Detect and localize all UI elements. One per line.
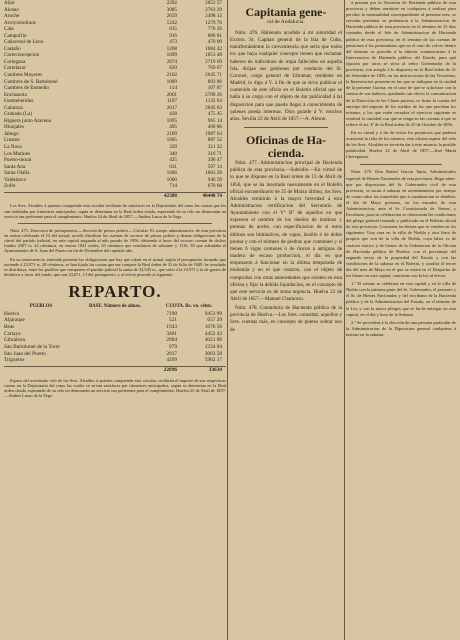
reparto-row-v1: 7190 (166, 310, 177, 317)
col3-paragraph-4: 1.º El remate se celebrará en este capital y en la villa de Niebla con la primera parte del Sr. Gobernador, el presente y el Sr. de Bienes Nacionales y del escribano de la Hacienda pública y de la Administracion del Estado, en el término de la Ley y con la nueva pliegos que se ha de entregar en esta capital, en el día y hora de la Subasta. (346, 281, 456, 317)
town-row-v2: 1279 76 (205, 19, 222, 26)
town-row-v1: 1666 (166, 170, 177, 177)
town-row-v2: 2719 69 (205, 58, 222, 65)
town-row (4, 183, 226, 190)
reparto-row-v1: 1943 (166, 323, 177, 330)
reparto-row (4, 324, 226, 331)
town-row-name: Arroyomolinos (4, 19, 36, 26)
reparto-row-v2: 1234 04 (204, 344, 222, 351)
town-row-v2: 311 32 (207, 144, 222, 151)
reparto-row-v1: 979 (169, 344, 177, 351)
reparto-row (4, 337, 226, 344)
town-row-v2: 475 45 (207, 111, 222, 118)
town-row-v1: 1197 (166, 98, 177, 105)
town-row-v2: 893 86 (207, 78, 222, 85)
town-row-v1: 2292 (166, 0, 177, 6)
reparto-table (4, 311, 226, 365)
reparto-row (4, 344, 226, 351)
reparto-row (4, 331, 226, 338)
towns-total-v2: 40440 74 (202, 192, 222, 199)
reparto-row-name: San Juan del Puerto (4, 350, 46, 357)
reparto-row-v1: 2904 (166, 337, 177, 344)
town-row-v2: 2498 12 (205, 13, 222, 20)
town-row-v2: 2052 57 (205, 0, 222, 6)
town-row-v2: 887 52 (207, 137, 222, 144)
town-row-name: Alosno (4, 6, 19, 13)
oficinas-paragraph: Núm. 477. Administracion principal de Hacienda pública de esta provincia.—Subsidio.—En virtud de lo que se dispone en la Real órden de 13 de Abril de 1856, que se ha insertado nuevamente en el Boletin oficial extraordinario de 25 de Marzo último, los Sres. Alcaldes remitirán á la mayor brevedad á esta Administracion certificacion del Secretario de Ayuntamiento con el Vº Bº de aquellos en que expresen el nombre de los dueños de molinos y prensas de aceite, con especificacion de si estos últimos son hidráulicos, de vapor, husillo ó de doble prensa y con el número de piedras que contienen y si tienen 6 vigas comunes ó de rincon á antiguas de madera de escaso produccion, el dia en que empezaron á funcionar en la última temporada de molienda y en el que cesaron, con el objeto de comprobar con otras antecedentes que existen en esta oficina y fijar la debida liquidacion, en el concepto de que este servicio es de suma urgencia. Huelva 22 de Abril de 1857.—Manuel Chamorro. (230, 160, 342, 302)
column-left (4, 0, 226, 640)
town-row-name: Jabugo (4, 130, 19, 137)
column-rule (344, 0, 345, 640)
town-row-v2: 390 47 (207, 157, 222, 164)
col3-paragraph-5: 2.º Se procederá á la elección de una persona particular de la Administracion de la Diputacion general cualquiera á instruir en la subasta. (346, 319, 456, 337)
town-row-v1: 1099 (166, 52, 177, 59)
town-row-name: Cumbres de Enmedio (4, 85, 49, 92)
reparto-row (4, 351, 226, 358)
notice-1: Los Sres. Alcaldes á quienes comprende esta circular recibirán de satisfacer en la Depositaría del ramo las cuotas que les van señaladas por trimestres anticipados, según se determina en la Real órden citada, esperando de su celo no demorarán un servicio tan preferente para el cumplimiento. Huelva 24 de Abril de 1857.—Andres Lasso de la Vega. (4, 203, 226, 219)
town-row-v1: 714 (169, 183, 177, 190)
column-rule (227, 0, 228, 640)
town-row-v1: 114 (169, 85, 177, 92)
town-row-v1: 2874 (166, 58, 177, 65)
town-row-v2: 2045 71 (205, 72, 222, 79)
town-row-name: Fuenteheridos (4, 98, 34, 105)
capitania-paragraph: Núm. 476. Habiendo acudido á mi autoridad el Excmo. Sr. Capitan general de la Isla de Cuba, manifestándome la conveniencia que sería que todos los que haya cualquier concepto tienen que reclamar haberes de individuos de tropa fallecidos en aquella Isla, dirijan sus gestiones por conducto del Sr. Coronel, cargo general de Ultramar, residente en Madrid, lo digo á V. á fin de que se sirva publicar el contenido de este oficio en el Boletin oficial que se halla á su cargo con el objeto de dar publicidad á tal disposicion para que pueda llegar á conocimiento de quienes pueda interesar. Dios guarde á V. muchos años. Sevilla 22 de Abril de 1857.—A. Aleson. (230, 30, 342, 122)
town-row-name: Santa Olalla (4, 170, 30, 177)
town-row-name: Aroche (4, 13, 20, 20)
town-row-v2: 776 26 (207, 26, 222, 33)
town-row-v1: 1000 (166, 176, 177, 183)
col3-paragraph-2: En su virtud y á fin de evitar los perjuicios que pudiera ocasionar la falta de los mismos, esta oficina espera del celo de los Sres. Alcaldes se servirán dar á este anuncio la posible publicidad. Huelva 22 de Abril de 1857.—José María Chereguinor. (346, 129, 456, 160)
town-row-v1: 3085 (166, 6, 177, 13)
reparto-row-v1: 2037 (166, 350, 177, 357)
towns-total-v1: 42388 (164, 192, 177, 199)
town-row-v2: 676 68 (207, 183, 222, 190)
separator (360, 164, 442, 165)
reparto-row-v2: 4452 43 (204, 330, 222, 337)
town-row-v2: 1053 48 (205, 52, 222, 59)
oficinas-paragraph-last: Núm. 478. Contaduría de Hacienda pública de la provincia de Huelva.—Los Sres. consultar, aquellos y Sres. cuentas más, en concepto de puntos sobrar uso de (230, 305, 342, 333)
town-row-name: Puerto-moral (4, 157, 32, 164)
town-row-v1: 2659 (166, 13, 177, 20)
town-row-v2: 1132 64 (205, 98, 222, 105)
town-row-name: Corteconcepcion (4, 52, 40, 59)
town-row-name: Cortegana (4, 58, 26, 65)
town-row-v1: 425 (169, 157, 177, 164)
col3-paragraph-1: á presion por la Tesoreria de Hacienda pública de esta provincia y deben remitirse en cualquiera á realizar para percibir la mensualidad correspondiente al presente mes, se servirán presentar su pretension á la Administracion de Hacienda pública de esta provincia en el término de 15 días contados desde el Jefe de Administracion de Hacienda pública de esta provincia, en el término de las cuentas de pensiones á los pensionistas que en el caso de volver dentro del término se proceda á la ulterior comunicacion á la Intervencion de Hacienda pública del Estado, para qué fijación por otros se sirva al señor Gobernador de la provincia, con arreglo á lo dispuesto en la Real órden de 21 de Setiembre de 1856, en las instrucciones de las Tesorerias, la Intervencion presente en las que se indiquen en la ciudad de la presente Gaceta, en el caso de que se solicitase con la cuenta de sus haberes, quedando sin efecto la comunicacion de la Dirección de las Clases pasivas, se firme la cuenta del anticipo del importe de los sueldos de los que perciban los mismos, y los que estén cerrados el ejercicio siguiente se remitirá la cantidad con que se tenga en las cuentas á que se refiere el art. 4º de la Real órden de 25 de Octubre de 1856. (346, 0, 456, 127)
column-right (346, 0, 456, 640)
notice-2: Núm. 475. Direccion de presupuestos.—Sección de presos pobres.—Circular. El cuerpo administrativo de esta provincia en sesion celebrada el 23 del actual, acordó distribuir las cuentas de socorro de presos pobres y demas obligaciones de la cárcel del partido judicial, en este capital asignada al año pasado de 1856, debiendo á favor del socorro común de dichos fondos 2307 rs. 42 céntimos, en sesion 1041 reales, 65 céntimos que resultaron de sobrante y 1116, 50 que adeudaba el Ayuntamiento de S. Juan del Puerto en fin de Diciembre del repetido año. (4, 227, 226, 254)
reparto-row-v2: 5962 17 (204, 357, 222, 364)
town-row-v2: 2763 29 (205, 6, 222, 13)
town-row-v1: 1095 (166, 117, 177, 124)
capitania-subheading: ral de Andalucía. (267, 19, 305, 25)
town-row-name: Castaño (4, 45, 21, 52)
towns-total-row (4, 192, 226, 200)
reparto-heading: REPARTO. (68, 281, 162, 301)
town-row-v1: 1089 (166, 78, 177, 85)
town-row-v2: 946 59 (207, 176, 222, 183)
reparto-row-name: Trigueros (4, 357, 25, 364)
town-row-name: Granado (La) (4, 111, 33, 118)
town-row-v2: 769 67 (207, 65, 222, 72)
reparto-row-v1: 3461 (166, 330, 177, 337)
column-middle (230, 0, 342, 640)
town-row-v2: 1084 42 (205, 45, 222, 52)
notice-3: En su consecuencia, teniendo presente las obligaciones que hay que cubrir en el actual, según el presupuesto formado que asciende á 23,971 rs. 28 céntimos, se han fijado las cuotas que me compete la Real órden de 31 de Julio de 1849, he acordado se distribuya, entre los pueblos que componen el partido judicial la suma de 32,543 rs., que sufre á la 23,971 y la de gastos de desfalcos a favor del fondo, que son 23,671, 13 del presupuesto, y al efecto procedo al siguiente (4, 257, 226, 278)
town-row-v1: 495 (169, 124, 177, 131)
town-row-name: Linares (4, 137, 20, 144)
town-row-name: Cumbres de S. Bartolomé (4, 78, 58, 85)
town-row-name: Encinasola (4, 91, 27, 98)
town-row-v2: 806 81 (207, 32, 222, 39)
town-row-v1: 815 (169, 26, 177, 33)
col3-body (346, 0, 456, 338)
town-row-v2: 2709 26 (205, 91, 222, 98)
reparto-row (4, 317, 226, 324)
town-row-v2: 460 86 (207, 124, 222, 131)
reparto-header (4, 304, 226, 309)
reparto-row-v2: 3063 58 (204, 350, 222, 357)
reparto-row-name: San Bartolomé de la Torre (4, 344, 60, 351)
town-row-v1: 916 (169, 32, 177, 39)
town-row-v2: 2045 83 (205, 104, 222, 111)
town-row-v2: 1987 64 (205, 130, 222, 137)
reparto-row-v1: 4399 (166, 357, 177, 364)
town-row-v1: 1208 (166, 45, 177, 52)
town-row-name: Cala (4, 26, 14, 33)
town-row-name: Valdelarco (4, 176, 27, 183)
town-row-v1: 2189 (166, 130, 177, 137)
reparto-head-base: BASE. Número de almas. (88, 303, 141, 309)
reparto-head-pueblos: PUEBLOS (29, 303, 53, 309)
town-row-name: La Nava (4, 144, 22, 151)
town-row-name: Aljar (4, 0, 15, 6)
towns-table (4, 0, 226, 190)
reparto-total-row (4, 366, 226, 374)
town-row-v1: 340 (169, 150, 177, 157)
town-row-name: Cañaveral de Leon (4, 39, 44, 46)
town-row-name: Galaroza (4, 104, 23, 111)
town-row-name: Cumbres Mayores (4, 72, 43, 79)
notice-4: Espero del acreditado celo de los Sres. Alcaldes á quienes comprende esta circular, recibirán el importe de sus respectivas cuotas en la Depositaría del ramo las cuales se sirvan satisfacer por trimestres anticipados, según se determina en la Real órden citada, esperando de su celo no demorarán un servicio tan preferente para el cumplimiento. Huelva 25 de Abril de 1857.—Andres Lasso de la Vega. (4, 377, 226, 399)
town-row-v1: 473 (169, 39, 177, 46)
reparto-row-name: Gibraleon (4, 337, 26, 344)
town-row-v1: 1005 (166, 137, 177, 144)
town-row-v1: 339 (169, 144, 177, 151)
reparto-head-cuota: CUOTA. Rs. vn. cénts. (165, 303, 213, 309)
reparto-row-name: Beas (4, 323, 15, 330)
reparto-row-v2: 1670 56 (204, 323, 222, 330)
separator (244, 127, 328, 128)
town-row-v1: 820 (169, 65, 177, 72)
town-row-v1: 2061 (166, 91, 177, 98)
reparto-row-name: Cartaya (4, 330, 21, 337)
town-row-v2: 597 14 (207, 163, 222, 170)
town-row-v1: 438 (169, 111, 177, 118)
town-row-name: Cortelazor (4, 65, 26, 72)
town-row-v1: 631 (169, 163, 177, 170)
capitania-heading: Capitania gene- (245, 5, 327, 19)
town-row-v1: 2017 (166, 104, 177, 111)
town-row-v2: 479 09 (207, 39, 222, 46)
reparto-row-v1: 521 (169, 317, 177, 324)
reparto-row-name: Huelva (4, 310, 20, 317)
reparto-row-v2: 9453 99 (204, 310, 222, 317)
reparto-total-v1: 22896 (163, 367, 177, 374)
oficinas-body (230, 160, 342, 334)
town-row-v2: 1663 28 (205, 170, 222, 177)
town-row-name: Higuera junto Aracena (4, 117, 51, 124)
town-row-v2: 965 14 (207, 117, 222, 124)
reparto-row-v2: 4021 96 (204, 337, 222, 344)
town-row-name: Zufre (4, 183, 16, 190)
col3-paragraph-3: Núm. 479. Don Rafael Garcia Tapia, Administrador especial de Bienes Nacionales de esta provincia. Hago saber: que por disposicion del Sr. Gobernador civil de esta provincia, se sacan á subasta en arrendamiento por tiempo de cuatro años los inmuebles que á continuacion se detallan: el día de Mayo próximo, en los estrados de esta Administracion, ante el Sr. Comisionado de Ventas, y Escribano, para su celebracion se observarán las condiciones del pliego general formado y publicado en el Boletin oficial de esta provincia. Consisten los bienes que se venden en los siguientes: Una casa en la villa de Niebla y otra finca de propios que son de la villa de Niebla, cuya labor es de carácter rústico y de bienes de la Ordenacion de la Oficina de Hacienda pública de Huelva, con el porcentaje del segundo tercio de la propiedad del Estado y con las condiciones de la subasta en el Boletin, y acudirá al tercer día del mes de Mayo en el que se estará en el Despacho de los bienes en esta capital, conforme con la ley al efecto, (346, 169, 456, 279)
reparto-row-name: Aljaraque (4, 317, 25, 324)
reparto-total-v2: 33634 (208, 367, 222, 374)
capitania-body (230, 30, 342, 123)
town-row-name: Los Marines (4, 150, 31, 157)
separator (18, 223, 212, 224)
town-row-v1: 1242 (166, 19, 177, 26)
oficinas-heading: Oficinas de Ha- (246, 133, 326, 148)
oficinas-heading-2: cienda. (267, 146, 305, 161)
town-row-v2: 107 87 (207, 85, 222, 92)
reparto-row (4, 311, 226, 318)
town-row-v1: 2102 (166, 72, 177, 79)
town-row-v2: 316 71 (207, 150, 222, 157)
reparto-row-v2: 657 29 (207, 317, 222, 324)
reparto-row (4, 357, 226, 364)
town-row-name: Hinojales (4, 124, 24, 131)
town-row-name: Campofrio (4, 32, 27, 39)
town-row-name: Santa Ana (4, 163, 26, 170)
